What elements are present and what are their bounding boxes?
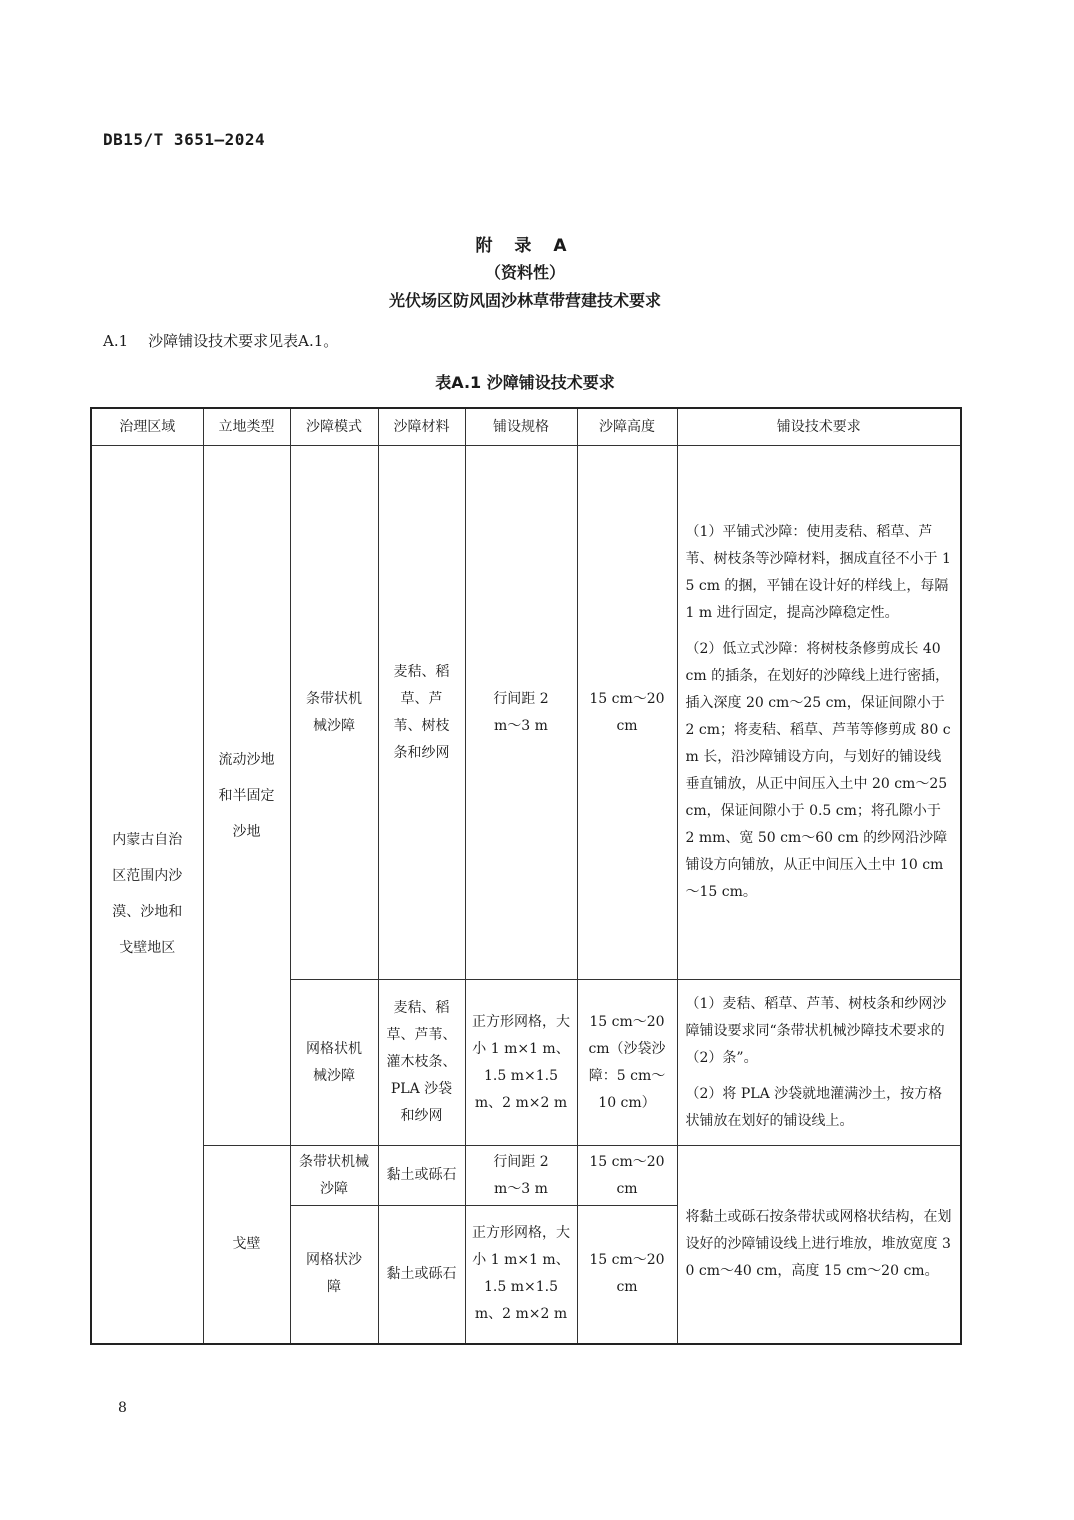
cell-mode: 条带状机械沙障 <box>290 1146 378 1206</box>
requirement-item: （2）将 PLA 沙袋就地灌满沙土，按方格状铺放在划好的铺设线上。 <box>685 1085 943 1129</box>
cell-spec: 正方形网格，大小 1 m×1 m、1.5 m×1.5 m、2 m×2 m <box>465 980 577 1146</box>
cell-height: 15 cm～20 cm <box>577 446 677 980</box>
cell-site-sand: 流动沙地和半固定沙地 <box>203 446 290 1146</box>
clause-text: 沙障铺设技术要求见表A.1。 <box>148 332 339 350</box>
cell-spec: 行间距 2 m～3 m <box>465 1146 577 1206</box>
appendix-title: 附 录 A <box>475 236 575 256</box>
cell-region: 内蒙古自治区范围内沙漠、沙地和戈壁地区 <box>91 446 203 1344</box>
cell-requirements <box>677 980 961 1146</box>
header-spec: 铺设规格 <box>465 408 577 446</box>
cell-spec: 正方形网格，大小 1 m×1 m、1.5 m×1.5 m、2 m×2 m <box>465 1206 577 1344</box>
header-barrier-mode: 沙障模式 <box>290 408 378 446</box>
clause-a1 <box>103 330 338 351</box>
page-number: 8 <box>118 1400 127 1416</box>
cell-mode: 网格状沙障 <box>290 1206 378 1344</box>
table-row <box>91 446 961 980</box>
document-code: DB15/T 3651—2024 <box>103 130 266 149</box>
header-site-type: 立地类型 <box>203 408 290 446</box>
cell-requirements-gobi <box>677 1146 961 1344</box>
header-barrier-material: 沙障材料 <box>378 408 465 446</box>
requirement-item: 将黏土或砾石按条带状或网格状结构，在划设好的沙障铺设线上进行堆放，堆放宽度 30 cm～40 cm，高度 15 cm～20 cm。 <box>685 1208 952 1279</box>
cell-height: 15 cm～20 cm <box>577 1206 677 1344</box>
header-height: 沙障高度 <box>577 408 677 446</box>
appendix-type: （资料性） <box>484 263 565 282</box>
sand-barrier-table <box>90 407 962 1345</box>
cell-mode: 条带状机械沙障 <box>290 446 378 980</box>
cell-material: 麦秸、稻草、芦苇、树枝条和纱网 <box>378 446 465 980</box>
cell-material: 黏土或砾石 <box>378 1206 465 1344</box>
table-header-row <box>91 408 961 446</box>
table-caption: 表A.1 沙障铺设技术要求 <box>435 373 615 392</box>
cell-site-gobi: 戈壁 <box>203 1146 290 1344</box>
cell-spec: 行间距 2 m～3 m <box>465 446 577 980</box>
table-row <box>91 1146 961 1206</box>
header-requirements: 铺设技术要求 <box>677 408 961 446</box>
cell-material: 黏土或砾石 <box>378 1146 465 1206</box>
appendix-name: 光伏场区防风固沙林草带营建技术要求 <box>388 291 661 310</box>
requirement-item: （1）麦秸、稻草、芦苇、树枝条和纱网沙障铺设要求同“条带状机械沙障技术要求的（2）条”。 <box>685 995 947 1066</box>
cell-height: 15 cm～20 cm <box>577 1146 677 1206</box>
cell-requirements <box>677 446 961 980</box>
cell-height: 15 cm～20 cm（沙袋沙障：5 cm～10 cm） <box>577 980 677 1146</box>
requirement-item: （2）低立式沙障：将树枝条修剪成长 40 cm 的插条，在划好的沙障线上进行密插，插入深度 20 cm～25 cm，保证间隙小于 2 cm；将麦秸、稻草、芦苇等修剪成 80 cm 长，沿沙障铺设方向，与划好的铺设线垂直铺放，从正中间压入土中 20 cm～25 cm，保证间隙小于 0.5 cm；将孔隙小于 2 mm、宽 50 cm～60 cm 的纱网沿沙障铺设方向铺放，从正中间压入土中 10 cm～15 cm。 <box>685 641 951 900</box>
requirement-item: （1）平铺式沙障：使用麦秸、稻草、芦苇、树枝条等沙障材料，捆成直径不小于 15 cm 的捆，平铺在设计好的样线上，每隔 1 m 进行固定，提高沙障稳定性。 <box>685 524 951 621</box>
header-region: 治理区域 <box>91 408 203 446</box>
cell-mode: 网格状机械沙障 <box>290 980 378 1146</box>
clause-number: A.1 <box>103 332 129 350</box>
cell-material: 麦秸、稻草、芦苇、灌木枝条、PLA 沙袋和纱网 <box>378 980 465 1146</box>
